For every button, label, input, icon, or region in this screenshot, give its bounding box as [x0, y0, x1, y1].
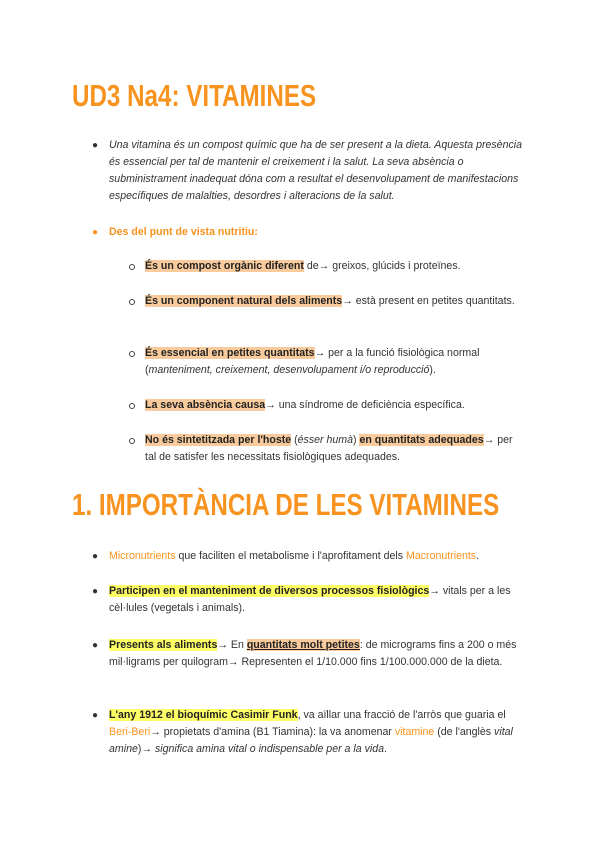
text: que faciliten el metabolisme i l'aprofitament dels — [175, 550, 407, 562]
text: (de l'anglès — [434, 726, 495, 738]
orange-term: vitamine — [394, 726, 435, 738]
circle-bullet-icon — [129, 299, 135, 305]
text: → per a la funció fisiològica normal ( — [145, 347, 480, 376]
highlight: Presents als aliments — [109, 639, 218, 651]
sub-item — [145, 432, 525, 466]
bullet-icon: ● — [92, 710, 99, 721]
orange-term: Beri-Beri — [109, 726, 151, 738]
importance-item — [92, 707, 523, 758]
italic-text: vital amine — [109, 726, 513, 755]
highlight: És essencial en petites quantitats — [145, 347, 315, 359]
highlight: en quantitats adequades — [359, 434, 484, 446]
text: ) — [353, 434, 360, 446]
sub-item — [145, 293, 525, 310]
importance-item — [92, 583, 523, 617]
highlight: És un component natural dels aliments — [145, 295, 343, 307]
text: → En — [217, 639, 247, 651]
bullet-icon: ● — [92, 140, 99, 151]
highlight: quantitats molt petites — [246, 639, 360, 651]
text: ( — [291, 434, 298, 446]
circle-bullet-icon — [129, 438, 135, 444]
bullet-icon: ● — [92, 640, 99, 651]
intro-text: Una vitamina és un compost químic que ha de ser present a la dieta. Aquesta presència és essencial per tal de mantenir el creixement i la salut. La seva absència o subministrament inadequat dóna com a resultat el desenvolupament de manifestacions específiques de malalties, desordres i alteracions de la salut. — [109, 139, 523, 202]
intro-paragraph — [92, 137, 523, 205]
text: )→ — [137, 743, 155, 755]
text: ). — [429, 364, 436, 376]
section-heading: 1. IMPORTÀNCIA DE LES VITAMINES — [72, 487, 500, 522]
orange-term: Macronutrients — [406, 550, 477, 562]
orange-term: Micronutrients — [109, 550, 176, 562]
text: : de micrograms fins a 200 o més mil·ligrams per quilogram→ Representen el 1/10.000 fins 1/100.000.000 de la dieta. — [109, 639, 517, 668]
text: → està present en petites quantitats. — [342, 295, 515, 307]
text: → propietats d'amina (B1 Tiamina): la va anomenar — [150, 726, 395, 738]
page-title: UD3 Na4: VITAMINES — [72, 78, 317, 113]
highlight: La seva absència causa — [145, 399, 266, 411]
text: → una síndrome de deficiència específica. — [265, 399, 465, 411]
text: . — [476, 550, 480, 562]
nutri-heading — [92, 224, 523, 241]
nutri-heading-text: Des del punt de vista nutritiu: — [109, 226, 258, 238]
bullet-icon: ● — [92, 227, 99, 238]
circle-bullet-icon — [129, 403, 135, 409]
circle-bullet-icon — [129, 264, 135, 270]
importance-item — [92, 548, 523, 565]
bullet-icon: ● — [92, 586, 99, 597]
highlight: No és sintetitzada per l'hoste — [145, 434, 292, 446]
italic-text: manteniment, creixement, desenvolupament i/o reproducció — [148, 364, 430, 376]
text: → vitals per a les cèl·lules (vegetals i animals). — [109, 585, 511, 614]
sub-item — [145, 258, 525, 275]
text: → per tal de satisfer les necessitats fisiològiques adequades. — [145, 434, 513, 463]
text: , va aïllar una fracció de l'arròs que guaria el — [297, 709, 506, 721]
text: de→ greixos, glúcids i proteïnes. — [303, 260, 461, 272]
sub-item — [145, 345, 525, 379]
italic-text: significa amina vital o indispensable per a la vida — [154, 743, 385, 755]
sub-item — [145, 397, 525, 414]
bullet-icon: ● — [92, 551, 99, 562]
italic-text: ésser humà — [297, 434, 353, 446]
circle-bullet-icon — [129, 351, 135, 357]
highlight: És un compost orgànic diferent — [145, 260, 304, 272]
highlight: Participen en el manteniment de diversos processos fisiològics — [109, 585, 430, 597]
text: . — [384, 743, 387, 755]
highlight: L'any 1912 el bioquímic Casimir Funk — [109, 709, 298, 721]
importance-item — [92, 637, 523, 671]
